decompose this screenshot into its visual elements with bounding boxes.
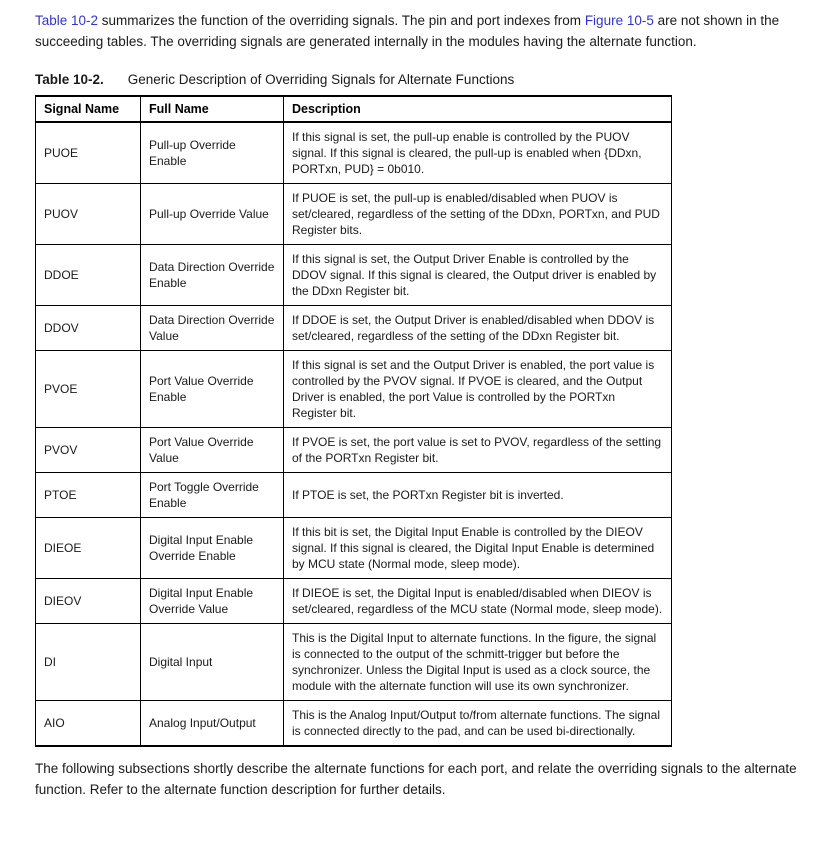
table-caption-text: Generic Description of Overriding Signals for Alternate Functions	[127, 72, 515, 87]
signal-name-cell: PTOE	[36, 473, 141, 518]
description-cell: If PTOE is set, the PORTxn Register bit is inverted.	[284, 473, 672, 518]
table-row	[36, 184, 672, 245]
table-caption-label: Table 10-2.	[35, 72, 104, 87]
table-row	[36, 122, 672, 184]
overriding-signals-table	[35, 95, 672, 747]
description-cell: If this signal is set, the pull-up enable is controlled by the PUOV signal. If this signal is cleared, the pull-up is enabled when {DDxn, PORTxn, PUD} = 0b010.	[284, 122, 672, 184]
signal-name-cell: DIEOE	[36, 518, 141, 579]
signal-name-cell: AIO	[36, 701, 141, 747]
description-cell: If this bit is set, the Digital Input Enable is controlled by the DIEOV signal. If this signal is cleared, the Digital Input Enable is determined by MCU state (Normal mode, sleep mode).	[284, 518, 672, 579]
column-header-description: Description	[284, 96, 672, 122]
description-cell: This is the Digital Input to alternate functions. In the figure, the signal is connected to the output of the schmitt-trigger but before the synchronizer. Unless the Digital Input is used as a clock source, the module with the alternate function will use its own synchronizer.	[284, 624, 672, 701]
full-name-cell: Data Direction Override Enable	[141, 245, 284, 306]
signal-name-cell: PVOE	[36, 351, 141, 428]
signal-name-cell: PUOE	[36, 122, 141, 184]
description-cell: If DIEOE is set, the Digital Input is enabled/disabled when DIEOV is set/cleared, regardless of the MCU state (Normal mode, sleep mode).	[284, 579, 672, 624]
column-header-signal-name: Signal Name	[36, 96, 141, 122]
outro-paragraph: The following subsections shortly describe the alternate functions for each port, and relate the overriding signals to the alternate function. Refer to the alternate function description for further details.	[35, 761, 797, 797]
column-header-full-name: Full Name	[141, 96, 284, 122]
table-row	[36, 306, 672, 351]
full-name-cell: Data Direction Override Value	[141, 306, 284, 351]
table-caption	[35, 72, 803, 87]
signal-name-cell: PUOV	[36, 184, 141, 245]
table-row	[36, 518, 672, 579]
table-row	[36, 428, 672, 473]
description-cell: If PVOE is set, the port value is set to PVOV, regardless of the setting of the PORTxn Register bit.	[284, 428, 672, 473]
full-name-cell: Digital Input Enable Override Enable	[141, 518, 284, 579]
signal-name-cell: PVOV	[36, 428, 141, 473]
full-name-cell: Port Toggle Override Enable	[141, 473, 284, 518]
full-name-cell: Port Value Override Value	[141, 428, 284, 473]
description-cell: If this signal is set, the Output Driver Enable is controlled by the DDOV signal. If this signal is cleared, the Output driver is enabled by the DDxn Register bit.	[284, 245, 672, 306]
intro-paragraph	[35, 10, 803, 52]
signal-name-cell: DDOE	[36, 245, 141, 306]
full-name-cell: Pull-up Override Value	[141, 184, 284, 245]
signal-name-cell: DDOV	[36, 306, 141, 351]
intro-text-2: are not shown in the succeeding tables. The overriding signals are generated internally in the modules having the alternate function.	[35, 13, 780, 49]
description-cell: If PUOE is set, the pull-up is enabled/disabled when PUOV is set/cleared, regardless of the setting of the DDxn, PORTxn, and PUD Register bits.	[284, 184, 672, 245]
table-row	[36, 624, 672, 701]
description-cell: If this signal is set and the Output Driver is enabled, the port value is controlled by the PVOV signal. If PVOE is cleared, and the Output Driver is enabled, the port Value is controlled by the PORTxn Register bit.	[284, 351, 672, 428]
table-row	[36, 701, 672, 747]
table-row	[36, 245, 672, 306]
table-header-row	[36, 96, 672, 122]
figure-10-5-link[interactable]: Figure 10-5	[584, 13, 654, 28]
table-10-2-link[interactable]: Table 10-2	[35, 13, 99, 28]
signal-name-cell: DI	[36, 624, 141, 701]
table-row	[36, 351, 672, 428]
signal-name-cell: DIEOV	[36, 579, 141, 624]
description-cell: If DDOE is set, the Output Driver is enabled/disabled when DDOV is set/cleared, regardless of the setting of the DDxn Register bit.	[284, 306, 672, 351]
table-row	[36, 473, 672, 518]
description-cell: This is the Analog Input/Output to/from alternate functions. The signal is connected directly to the pad, and can be used bi-directionally.	[284, 701, 672, 747]
full-name-cell: Port Value Override Enable	[141, 351, 284, 428]
full-name-cell: Digital Input	[141, 624, 284, 701]
full-name-cell: Digital Input Enable Override Value	[141, 579, 284, 624]
table-row	[36, 579, 672, 624]
full-name-cell: Pull-up Override Enable	[141, 122, 284, 184]
full-name-cell: Analog Input/Output	[141, 701, 284, 747]
intro-text-1: summarizes the function of the overriding signals. The pin and port indexes from	[98, 13, 585, 28]
table-body	[36, 122, 672, 746]
